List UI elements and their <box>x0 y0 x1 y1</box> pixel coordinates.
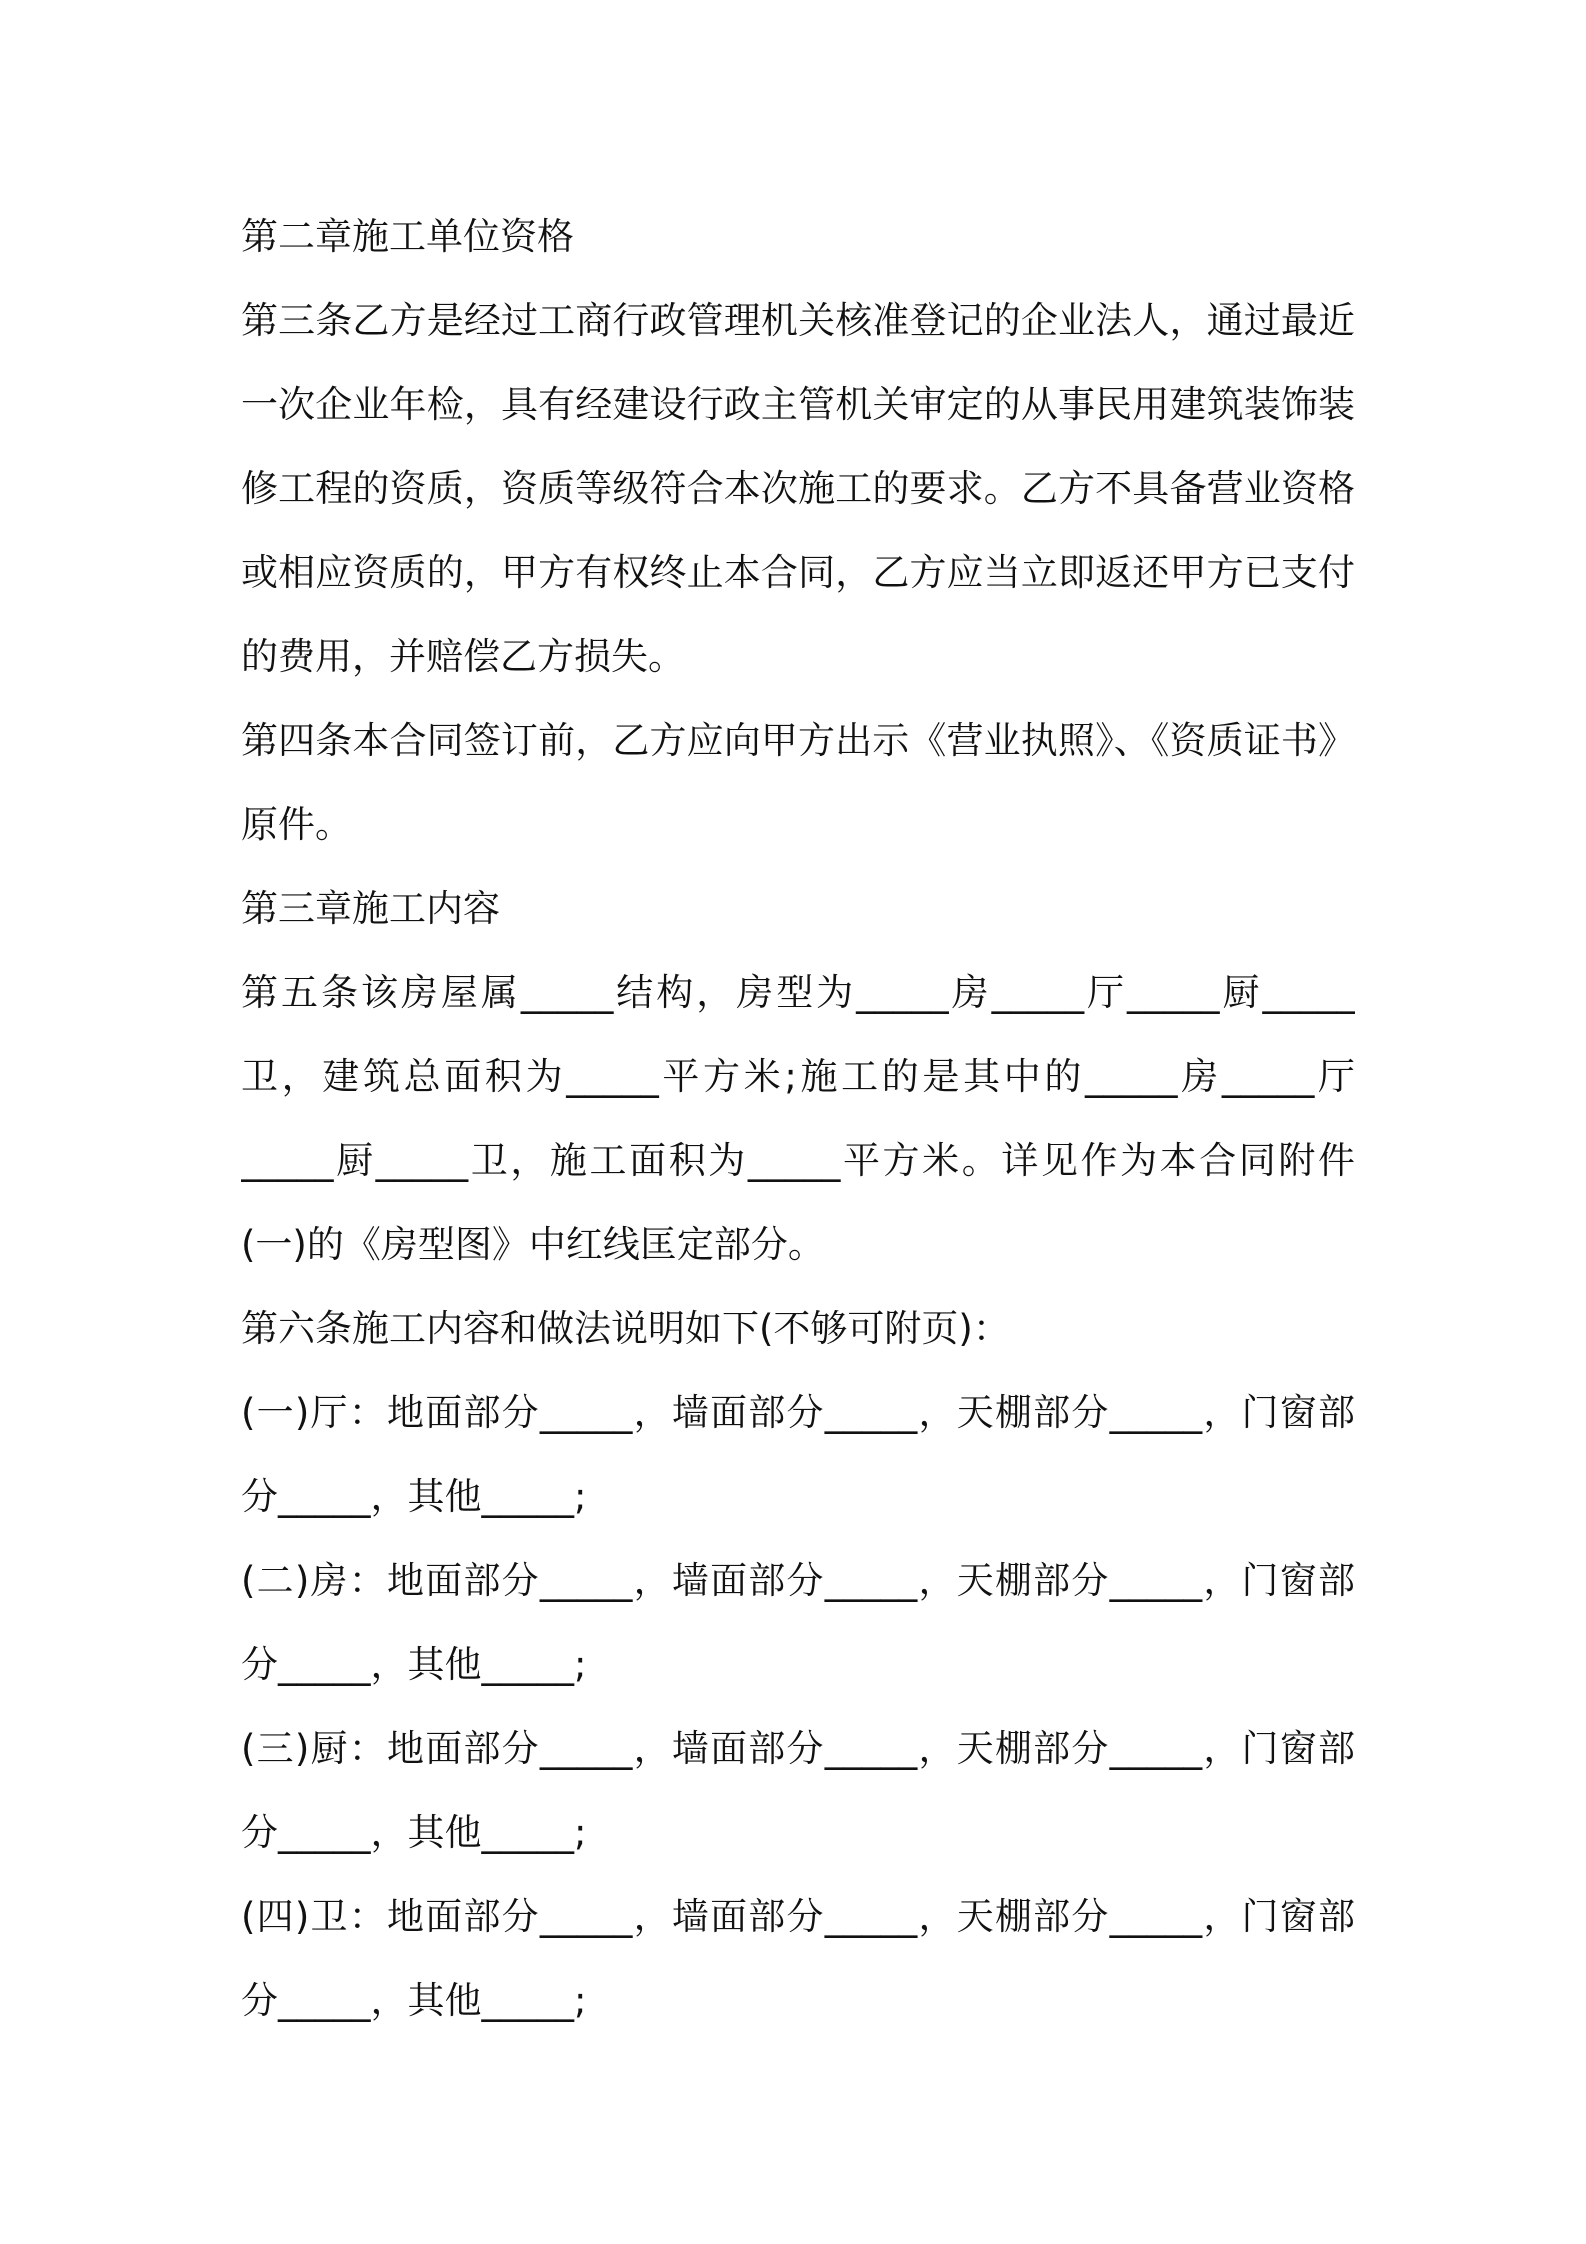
article-5-line-3: _____厨_____卫，施工面积为_____平方米。详见作为本合同附件 <box>241 1139 1355 1182</box>
item-room-line-1: (二)房：地面部分_____，墙面部分_____，天棚部分_____，门窗部 <box>241 1559 1355 1602</box>
article-3-line-1: 第三条乙方是经过工商行政管理机关核准登记的企业法人，通过最近 <box>241 299 1355 342</box>
article-3-line-4: 或相应资质的，甲方有权终止本合同，乙方应当立即返还甲方已支付 <box>241 551 1355 594</box>
article-4-line-2: 原件。 <box>241 803 352 846</box>
item-kitchen-line-1: (三)厨：地面部分_____，墙面部分_____，天棚部分_____，门窗部 <box>241 1727 1355 1770</box>
article-3-line-3: 修工程的资质，资质等级符合本次施工的要求。乙方不具备营业资格 <box>241 467 1355 510</box>
article-3-line-5: 的费用，并赔偿乙方损失。 <box>241 635 685 678</box>
item-bathroom-line-2: 分_____，其他_____; <box>241 1979 587 2022</box>
document-body <box>241 195 1355 2043</box>
item-room-line-2: 分_____，其他_____; <box>241 1643 587 1686</box>
item-kitchen-line-2: 分_____，其他_____; <box>241 1811 587 1854</box>
article-4-line-1: 第四条本合同签订前，乙方应向甲方出示《营业执照》、《资质证书》 <box>241 719 1355 762</box>
item-hall-line-2: 分_____，其他_____; <box>241 1475 587 1518</box>
item-hall-line-1: (一)厅：地面部分_____，墙面部分_____，天棚部分_____，门窗部 <box>241 1391 1355 1434</box>
item-bathroom-line-1: (四)卫：地面部分_____，墙面部分_____，天棚部分_____，门窗部 <box>241 1895 1355 1938</box>
chapter-3-heading: 第三章施工内容 <box>241 887 500 930</box>
article-5-line-2: 卫，建筑总面积为_____平方米;施工的是其中的_____房_____厅 <box>241 1055 1355 1098</box>
article-5-line-4: (一)的《房型图》中红线匡定部分。 <box>241 1223 825 1266</box>
article-6-heading: 第六条施工内容和做法说明如下(不够可附页)： <box>241 1307 1010 1350</box>
article-5-line-1: 第五条该房屋属_____结构，房型为_____房_____厅_____厨_____ <box>241 971 1355 1014</box>
chapter-2-heading: 第二章施工单位资格 <box>241 215 574 258</box>
article-3-line-2: 一次企业年检，具有经建设行政主管机关审定的从事民用建筑装饰装 <box>241 383 1355 426</box>
